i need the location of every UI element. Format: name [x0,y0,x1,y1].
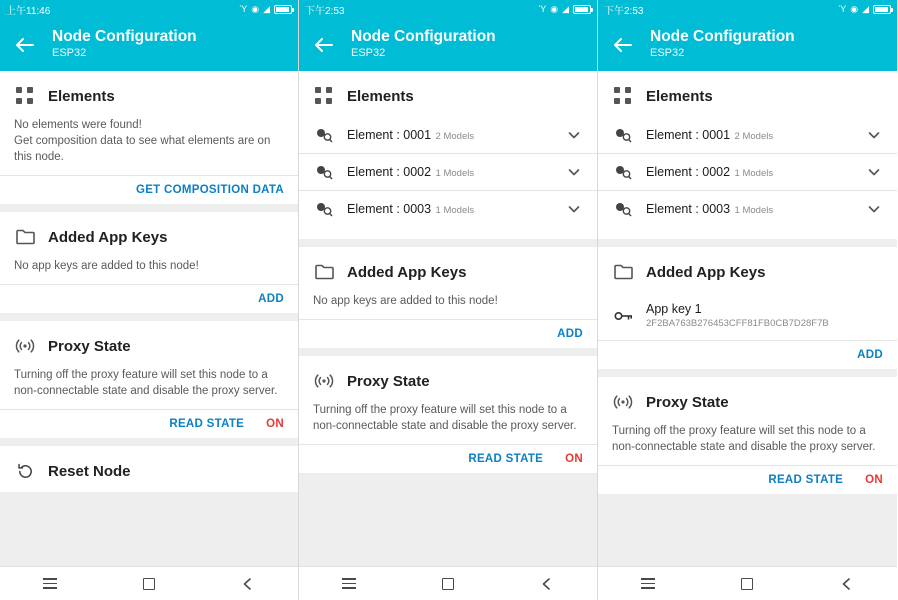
battery-icon [573,5,591,14]
proxy-description: Turning off the proxy feature will set this node to a non-connectable state and disable the proxy server. [14,369,278,397]
element-icon [313,161,335,183]
element-text [646,200,865,218]
chevron-down-icon[interactable] [565,126,583,144]
element-name: Element : 0002 [347,165,432,179]
location-icon: ◉ [850,3,859,14]
system-nav-bar [299,566,597,600]
element-name: Element : 0003 [646,202,731,216]
proxy-actions [598,466,897,494]
broadcast-icon [14,335,36,357]
elements-card [598,71,897,239]
elements-grid-icon [14,85,36,107]
page-title: Node Configuration [52,28,197,45]
nav-menu-icon[interactable] [27,571,73,597]
reset-node-card[interactable] [0,446,298,492]
reset-node-title: Reset Node [48,462,131,480]
location-icon: ◉ [251,3,260,14]
nav-back-icon[interactable] [225,571,271,597]
battery-icon [274,5,292,14]
app-keys-empty-text: No app keys are added to this node! [313,295,498,307]
element-text [646,163,865,181]
nav-home-icon[interactable] [724,571,770,597]
app-keys-header [299,247,597,293]
content-3 [598,71,897,566]
wifi-icon: ◢ [562,3,569,14]
folder-icon [612,261,634,283]
bluetooth-icon: Ύ [538,3,547,14]
content-2 [299,71,597,566]
status-icons [539,5,591,14]
read-state-button[interactable]: READ STATE [468,453,544,465]
app-bar-titles [650,28,795,61]
element-list-item[interactable] [598,117,897,153]
proxy-title: Proxy State [646,393,729,411]
add-app-key-button[interactable]: ADD [857,349,883,361]
elements-title: Elements [347,87,414,105]
page-subtitle: ESP32 [52,47,87,59]
element-icon [612,161,634,183]
location-icon: ◉ [550,3,559,14]
app-bar [598,18,897,71]
key-icon [612,305,634,327]
elements-card [299,71,597,239]
element-icon [612,124,634,146]
elements-empty-line2: Get composition data to see what elements are on this node. [14,135,271,163]
broadcast-icon [612,391,634,413]
read-state-button[interactable]: READ STATE [169,418,245,430]
back-arrow-icon[interactable] [311,32,337,58]
back-arrow-icon[interactable] [610,32,636,58]
app-bar [0,18,298,71]
reset-node-header [0,446,298,492]
app-keys-header [598,247,897,293]
element-models: 1 Models [734,205,774,216]
elements-header [0,71,298,117]
system-nav-bar [0,566,298,600]
proxy-toggle-button[interactable]: ON [865,474,883,486]
back-arrow-icon[interactable] [12,32,38,58]
element-icon [313,198,335,220]
element-list-item[interactable] [299,117,597,153]
element-list-item[interactable] [598,191,897,227]
proxy-header [299,356,597,402]
element-models: 1 Models [435,168,475,179]
elements-empty-text [0,117,298,175]
app-keys-card [299,247,597,348]
page-subtitle: ESP32 [351,47,386,59]
status-bar [0,0,298,18]
element-list-item[interactable] [299,191,597,227]
page-title: Node Configuration [351,28,496,45]
element-list-item[interactable] [598,154,897,190]
chevron-down-icon[interactable] [565,163,583,181]
chevron-down-icon[interactable] [865,200,883,218]
folder-icon [14,226,36,248]
element-name: Element : 0001 [646,128,731,142]
element-name: Element : 0002 [646,165,731,179]
screen-2 [299,0,598,600]
status-icons [839,5,891,14]
element-models: 1 Models [734,168,774,179]
app-key-name: App key 1 [646,302,702,316]
folder-icon [313,261,335,283]
page-title: Node Configuration [650,28,795,45]
system-nav-bar [598,566,897,600]
proxy-toggle-button[interactable]: ON [266,418,284,430]
proxy-actions [0,410,298,438]
element-models: 2 Models [435,131,475,142]
element-name: Element : 0001 [347,128,432,142]
add-app-key-button[interactable]: ADD [258,293,284,305]
read-state-button[interactable]: READ STATE [768,474,844,486]
status-bar [598,0,897,18]
nav-menu-icon[interactable] [625,571,671,597]
element-name: Element : 0003 [347,202,432,216]
element-models: 1 Models [435,205,475,216]
proxy-title: Proxy State [48,337,131,355]
reset-icon [14,460,36,482]
elements-card [0,71,298,204]
screen-1 [0,0,299,600]
chevron-down-icon[interactable] [865,126,883,144]
status-bar [299,0,597,18]
add-app-key-button[interactable]: ADD [557,328,583,340]
app-key-value: 2F2BA763B276453CFF81FB0CB7D28F7B [646,318,829,329]
status-icons [240,5,292,14]
element-models: 2 Models [734,131,774,142]
element-text [347,200,565,218]
elements-grid-icon [612,85,634,107]
nav-menu-icon[interactable] [326,571,372,597]
proxy-header [598,377,897,423]
proxy-description: Turning off the proxy feature will set this node to a non-connectable state and disable the proxy server. [612,425,876,453]
element-list-item[interactable] [299,154,597,190]
elements-grid-icon [313,85,335,107]
elements-title: Elements [48,87,115,105]
app-keys-header [0,212,298,258]
element-text [646,126,865,144]
elements-header [598,71,897,117]
app-keys-actions [0,285,298,313]
nav-back-icon[interactable] [524,571,570,597]
nav-home-icon[interactable] [126,571,172,597]
proxy-toggle-button[interactable]: ON [565,453,583,465]
proxy-description: Turning off the proxy feature will set this node to a non-connectable state and disable the proxy server. [313,404,577,432]
app-bar-titles [52,28,197,61]
proxy-title: Proxy State [347,372,430,390]
elements-header [299,71,597,117]
elements-empty-line1: No elements were found! [14,119,142,131]
chevron-down-icon[interactable] [865,163,883,181]
chevron-down-icon[interactable] [565,200,583,218]
app-keys-title: Added App Keys [646,263,766,281]
app-keys-actions [299,320,597,348]
wifi-icon: ◢ [862,3,869,14]
element-text [347,126,565,144]
app-bar-titles [351,28,496,61]
app-key-list-item[interactable] [598,293,897,340]
app-keys-title: Added App Keys [347,263,467,281]
bluetooth-icon: Ύ [838,3,847,14]
app-bar [299,18,597,71]
screen-3 [598,0,897,600]
proxy-card [299,356,597,473]
status-clock: 下午2:53 [305,5,345,17]
proxy-card [598,377,897,494]
content-1 [0,71,298,566]
battery-icon [873,5,891,14]
nav-home-icon[interactable] [425,571,471,597]
broadcast-icon [313,370,335,392]
element-icon [612,198,634,220]
wifi-icon: ◢ [263,3,270,14]
proxy-card [0,321,298,438]
status-clock: 上午11:46 [6,5,51,17]
app-keys-title: Added App Keys [48,228,168,246]
page-subtitle: ESP32 [650,47,685,59]
element-text [347,163,565,181]
get-composition-data-button[interactable]: GET COMPOSITION DATA [135,184,284,196]
nav-back-icon[interactable] [824,571,870,597]
app-key-text [646,301,829,330]
app-keys-card [598,247,897,369]
proxy-actions [299,445,597,473]
app-keys-card [0,212,298,313]
elements-actions [0,176,298,204]
proxy-header [0,321,298,367]
element-icon [313,124,335,146]
bluetooth-icon: Ύ [239,3,248,14]
elements-title: Elements [646,87,713,105]
app-keys-actions [598,341,897,369]
status-clock: 下午2:53 [604,5,644,17]
app-keys-empty-text: No app keys are added to this node! [14,260,199,272]
